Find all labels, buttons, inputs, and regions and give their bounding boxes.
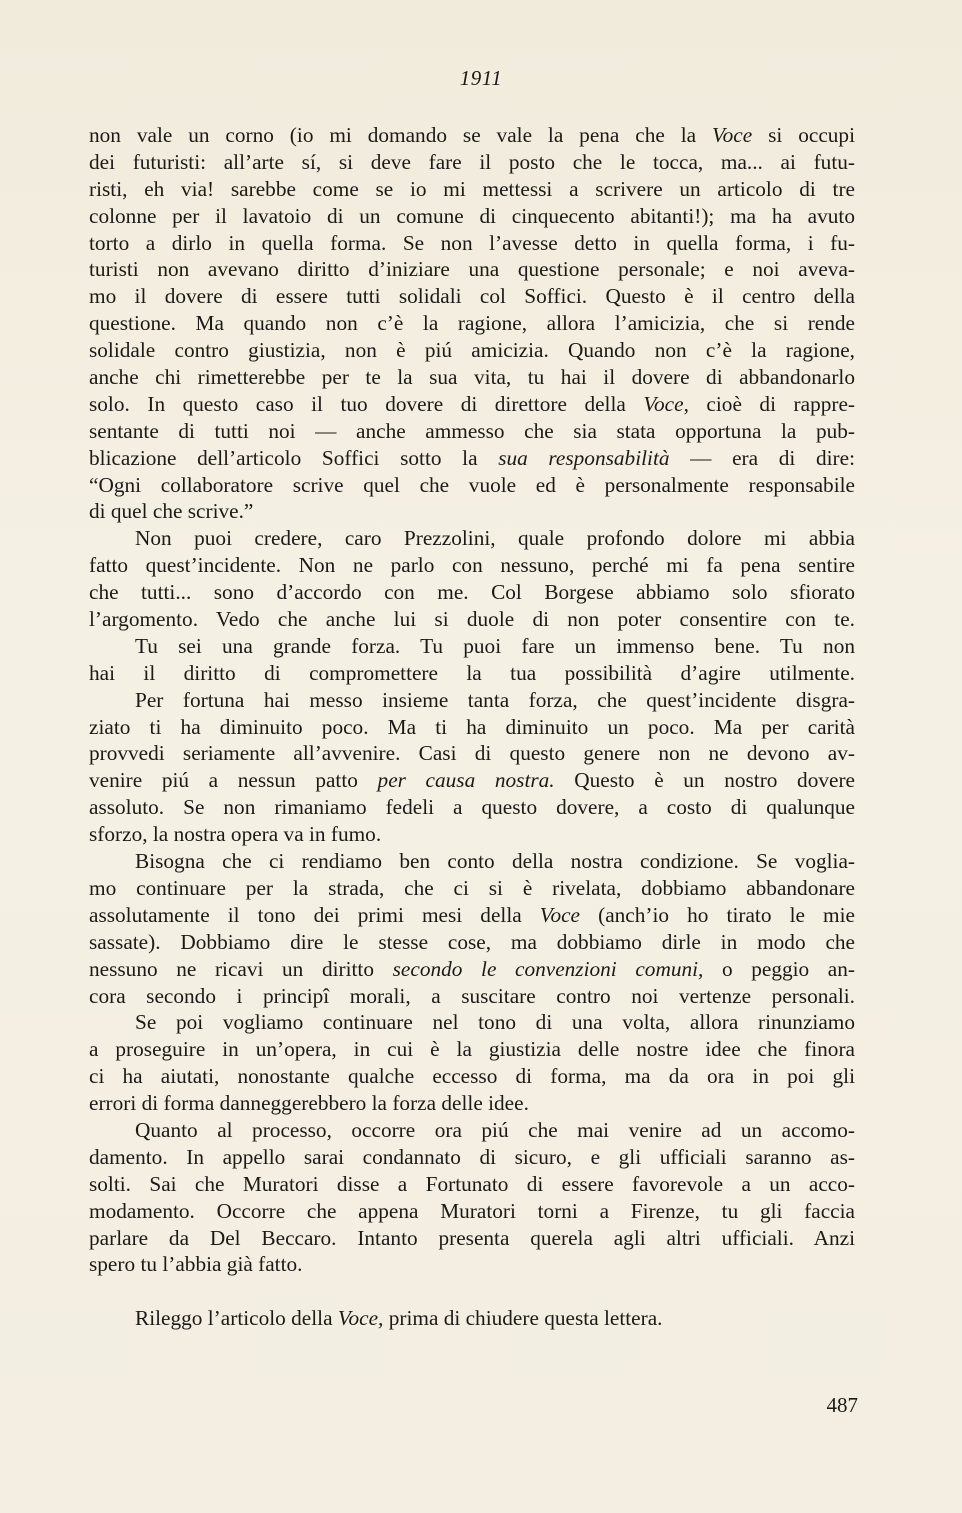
text-line bbox=[89, 1305, 855, 1332]
text-run: l’argomento. Vedo che anche lui si duole di non poter consentire con te. bbox=[89, 607, 855, 632]
text-run: risti, eh via! sarebbe come se io mi mettessi a scrivere un articolo di tre bbox=[89, 176, 855, 201]
text-line bbox=[89, 794, 855, 821]
text-run: o peggio an- bbox=[703, 956, 855, 981]
text-run: si occupi bbox=[752, 123, 855, 147]
italic-run: per causa nostra. bbox=[377, 768, 555, 793]
text-line bbox=[89, 1090, 855, 1117]
text-run: prima di chiudere questa lettera. bbox=[383, 1306, 663, 1331]
text-run: che tutti... sono d’accordo con me. Col Borgese abbiamo solo sfiorato bbox=[89, 580, 855, 605]
italic-run: secondo le convenzioni comuni, bbox=[392, 956, 704, 981]
text-run: colonne per il lavatoio di un comune di cinquecento abitanti!); ma ha avuto bbox=[89, 203, 855, 228]
text-line bbox=[89, 660, 855, 687]
text-run: provvedi seriamente all’avvenire. Casi di questo genere non ne devono av- bbox=[89, 741, 855, 766]
text-line bbox=[89, 579, 855, 606]
text-run: questione. Ma quando non c’è la ragione, allora l’amicizia, che si rende bbox=[89, 311, 855, 336]
text-line bbox=[89, 1198, 855, 1225]
text-line bbox=[89, 1117, 855, 1144]
text-line bbox=[89, 956, 855, 983]
page-number: 487 bbox=[826, 1393, 858, 1417]
text-run: dei futuristi: all’arte sí, si deve fare il posto che le tocca, ma... ai futu- bbox=[89, 149, 855, 174]
text-run: Bisogna che ci rendiamo ben conto della nostra condizione. Se voglia- bbox=[135, 849, 855, 874]
text-line bbox=[89, 1171, 855, 1198]
italic-run: Voce, bbox=[337, 1306, 384, 1331]
text-line bbox=[89, 875, 855, 902]
text-line bbox=[89, 337, 855, 364]
text-run: “Ogni collaboratore scrive quel che vuole ed è personalmente responsabile bbox=[89, 472, 855, 497]
text-line bbox=[89, 418, 855, 445]
text-run: mo il dovere di essere tutti solidali col Soffici. Questo è il centro della bbox=[89, 284, 855, 309]
italic-run: Voce bbox=[539, 902, 580, 927]
text-line bbox=[89, 848, 855, 875]
text-line bbox=[89, 203, 855, 230]
text-line bbox=[89, 472, 855, 499]
text-line bbox=[89, 364, 855, 391]
text-line bbox=[89, 983, 855, 1010]
italic-run: Voce bbox=[712, 123, 753, 147]
italic-run: Voce bbox=[643, 391, 684, 416]
text-run: venire piú a nessun patto bbox=[89, 768, 378, 793]
text-run: hai il diritto di compromettere la tua possibilità d’agire utilmente. bbox=[89, 660, 855, 685]
text-run: Non puoi credere, caro Prezzolini, quale profondo dolore mi abbia bbox=[135, 526, 855, 551]
text-run: solti. Sai che Muratori disse a Fortunato di essere favorevole a un acco- bbox=[89, 1171, 855, 1196]
text-line bbox=[89, 525, 855, 552]
text-run: ziato ti ha diminuito poco. Ma ti ha diminuito un poco. Ma per carità bbox=[89, 714, 855, 739]
text-line bbox=[89, 1009, 855, 1036]
text-line bbox=[89, 740, 855, 767]
paragraph-gap bbox=[89, 1278, 855, 1305]
text-run: (anch’io ho tirato le mie bbox=[580, 902, 855, 927]
text-run: nessuno ne ricavi un diritto bbox=[89, 956, 393, 981]
text-line bbox=[89, 767, 855, 794]
text-run: di quel che scrive.” bbox=[89, 499, 254, 524]
text-line bbox=[89, 176, 855, 203]
text-line bbox=[89, 821, 855, 848]
text-line bbox=[89, 1063, 855, 1090]
text-line bbox=[89, 391, 855, 418]
text-line bbox=[89, 1225, 855, 1252]
text-run: blicazione dell’articolo Soffici sotto la bbox=[89, 445, 499, 470]
text-run: spero tu l’abbia già fatto. bbox=[89, 1252, 303, 1277]
text-run: assoluto. Se non rimaniamo fedeli a questo dovere, a costo di qualunque bbox=[89, 795, 855, 820]
letter-body bbox=[89, 122, 855, 1332]
text-run: Questo è un nostro dovere bbox=[554, 768, 855, 793]
text-run: sentante di tutti noi — anche ammesso che sia stata opportuna la pub- bbox=[89, 418, 855, 443]
text-run: damento. In appello sarai condannato di sicuro, e gli ufficiali saranno as- bbox=[89, 1144, 855, 1169]
running-head: 1911 bbox=[459, 66, 503, 90]
text-run: solo. In questo caso il tuo dovere di direttore della bbox=[89, 391, 644, 416]
text-run: Rileggo l’articolo della bbox=[135, 1306, 338, 1331]
text-line bbox=[89, 606, 855, 633]
text-run: torto a dirlo in quella forma. Se non l’avesse detto in quella forma, i fu- bbox=[89, 230, 855, 255]
text-run: solidale contro giustizia, non è piú amicizia. Quando non c’è la ragione, bbox=[89, 338, 855, 363]
text-line bbox=[89, 445, 855, 472]
text-line bbox=[89, 283, 855, 310]
text-line bbox=[89, 498, 855, 525]
text-run: errori di forma danneggerebbero la forza delle idee. bbox=[89, 1091, 529, 1116]
text-line bbox=[89, 310, 855, 337]
text-run: parlare da Del Beccaro. Intanto presenta querela agli altri ufficiali. Anzi bbox=[89, 1225, 855, 1250]
text-line bbox=[89, 122, 855, 149]
text-line bbox=[89, 1036, 855, 1063]
text-run: mo continuare per la strada, che ci si è rivelata, dobbiamo abbandonare bbox=[89, 875, 855, 900]
text-run: Se poi vogliamo continuare nel tono di una volta, allora rinunziamo bbox=[135, 1010, 855, 1035]
text-line bbox=[89, 1144, 855, 1171]
text-line bbox=[89, 633, 855, 660]
italic-run: sua responsabilità bbox=[498, 445, 670, 470]
text-run: — era di dire: bbox=[669, 445, 855, 470]
text-line bbox=[89, 902, 855, 929]
text-line bbox=[89, 149, 855, 176]
text-run: sforzo, la nostra opera va in fumo. bbox=[89, 822, 382, 847]
text-run: cora secondo i principî morali, a suscitare contro noi vertenze personali. bbox=[89, 983, 855, 1008]
text-line bbox=[89, 1251, 855, 1278]
text-run: a proseguire in un’opera, in cui è la giustizia delle nostre idee che finora bbox=[89, 1037, 855, 1062]
text-run: Per fortuna hai messo insieme tanta forza, che quest’incidente disgra- bbox=[135, 687, 855, 712]
text-line bbox=[89, 552, 855, 579]
text-line bbox=[89, 929, 855, 956]
text-run: assolutamente il tono dei primi mesi della bbox=[89, 902, 540, 927]
text-run: anche chi rimetterebbe per te la sua vita, tu hai il dovere di abbandonarlo bbox=[89, 365, 855, 390]
text-run: fatto quest’incidente. Non ne parlo con nessuno, perché mi fa pena sentire bbox=[89, 553, 855, 578]
text-run: sassate). Dobbiamo dire le stesse cose, ma dobbiamo dirle in modo che bbox=[89, 929, 855, 954]
text-run: Tu sei una grande forza. Tu puoi fare un immenso bene. Tu non bbox=[135, 633, 855, 658]
text-line bbox=[89, 687, 855, 714]
text-line bbox=[89, 230, 855, 257]
text-run: turisti non avevano diritto d’iniziare una questione personale; e noi aveva- bbox=[89, 257, 855, 282]
text-run: modamento. Occorre che appena Muratori torni a Firenze, tu gli faccia bbox=[89, 1198, 855, 1223]
text-line bbox=[89, 256, 855, 283]
text-run: ci ha aiutati, nonostante qualche eccesso di forma, ma da ora in poi gli bbox=[89, 1064, 855, 1089]
text-line bbox=[89, 714, 855, 741]
text-run: , cioè di rappre- bbox=[683, 391, 855, 416]
text-run: non vale un corno (io mi domando se vale la pena che la bbox=[89, 123, 713, 147]
text-run: Quanto al processo, occorre ora piú che mai venire ad un accomo- bbox=[135, 1117, 855, 1142]
